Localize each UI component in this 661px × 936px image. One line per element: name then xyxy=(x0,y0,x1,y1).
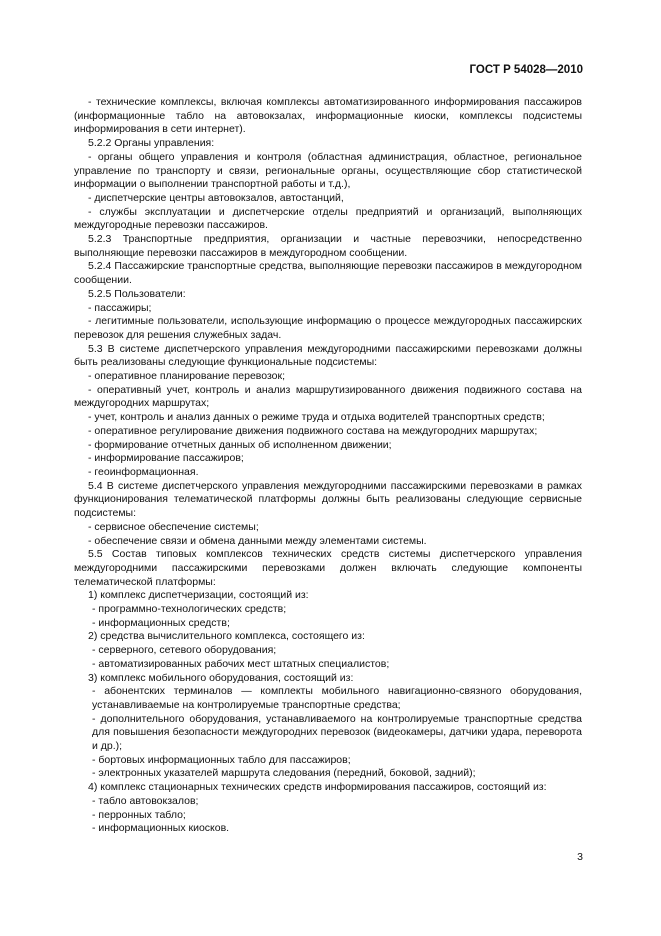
section-paragraph: 5.2.4 Пассажирские транспортные средства, выполняющие перевозки пассажиров в междугородном сообщении. xyxy=(74,260,582,287)
list-item: - оперативное регулирование движения подвижного состава на междугородних маршрутах; xyxy=(88,424,538,437)
section-paragraph: 5.3 В системе диспетчерского управления междугородними пассажирскими перевозками должны быть реализованы следующие функциональные подсистемы: xyxy=(74,342,582,369)
list-item: - формирование отчетных данных об исполненном движении; xyxy=(88,438,392,451)
document-body xyxy=(74,96,582,836)
sub-list-item: - программно-технологических средств; xyxy=(92,603,287,616)
page-number: 3 xyxy=(577,851,583,863)
numbered-item: 4) комплекс стационарных технических средств информирования пассажиров, состоящий из: xyxy=(88,781,547,794)
list-item: - сервисное обеспечение системы; xyxy=(88,520,259,533)
list-item: - оперативный учет, контроль и анализ маршрутизированного движения подвижного состава на междугородних маршрутах; xyxy=(74,383,582,410)
sub-list-item: - табло автовокзалов; xyxy=(92,794,199,807)
numbered-item: 2) средства вычислительного комплекса, состоящего из: xyxy=(88,630,365,643)
list-item: - обеспечение связи и обмена данными между элементами системы. xyxy=(88,534,427,547)
sub-list-item: - информационных киосков. xyxy=(92,822,230,835)
list-item: - учет, контроль и анализ данных о режиме труда и отдыха водителей транспортных средств; xyxy=(88,411,545,424)
section-heading: 5.2.5 Пользователи: xyxy=(88,287,186,300)
sub-list-item: - перронных табло; xyxy=(92,808,186,821)
numbered-item: 1) комплекс диспетчеризации, состоящий из: xyxy=(88,589,309,602)
list-item: - легитимные пользователи, использующие информацию о процессе междугородных пассажирских перевозок для решения служебных задач. xyxy=(74,315,582,341)
paragraph: - технические комплексы, включая комплексы автоматизированного информирования пассажиров (информационные табло на автовокзалах, информационные киоски, комплексы подсистемы информирования в сети интернет). xyxy=(74,96,582,136)
sub-list-item: - дополнительного оборудования, устанавливаемого на контролируемые транспортные средства для повышения безопасности междугородних перевозок (видеокамеры, датчики удара, переворота и др.); xyxy=(92,712,582,753)
sub-list-item: - автоматизированных рабочих мест штатных специалистов; xyxy=(92,657,390,670)
sub-list-item: - абонентских терминалов — комплекты мобильного навигационно-связного оборудования, устанавливаемые на контролируемые транспортные средства; xyxy=(92,685,582,711)
list-item: - информирование пассажиров; xyxy=(88,452,244,465)
section-paragraph: 5.2.3 Транспортные предприятия, организации и частные перевозчики, непосредственно выполняющие перевозки пассажиров в междугородном сообщении. xyxy=(74,233,582,259)
numbered-item: 3) комплекс мобильного оборудования, состоящий из: xyxy=(88,671,354,684)
document-id-header: ГОСТ Р 54028—2010 xyxy=(469,64,583,76)
list-item: - геоинформационная. xyxy=(88,465,199,478)
section-heading: 5.2.2 Органы управления: xyxy=(88,137,215,150)
sub-list-item: - электронных указателей маршрута следования (передний, боковой, задний); xyxy=(92,767,476,780)
list-item: - службы эксплуатации и диспетчерские отделы предприятий и организаций, выполняющих междугородные перевозки пассажиров. xyxy=(74,205,582,232)
section-paragraph: 5.5 Состав типовых комплексов технических средств системы диспетчерского управления междугородними пассажирскими перевозками должен включать следующие компоненты телематической платформы: xyxy=(74,548,582,588)
section-paragraph: 5.4 В системе диспетчерского управления междугородними пассажирскими перевозками в рамках функционирования телематической платформы должны быть реализованы следующие сервисные подсистемы: xyxy=(74,479,582,520)
list-item: - пассажиры; xyxy=(88,301,152,314)
paragraph: - органы общего управления и контроля (областная администрация, областное, региональное управление по транспорту и связи, региональные органы, осуществляющие сбор статистической информации о выполнении транспортной работы и т.д.), xyxy=(74,150,582,191)
sub-list-item: - бортовых информационных табло для пассажиров; xyxy=(92,753,351,766)
list-item: - диспетчерские центры автовокзалов, автостанций, xyxy=(88,191,344,204)
list-item: - оперативное планирование перевозок; xyxy=(88,370,286,383)
sub-list-item: - информационных средств; xyxy=(92,616,230,629)
sub-list-item: - серверного, сетевого оборудования; xyxy=(92,644,277,657)
